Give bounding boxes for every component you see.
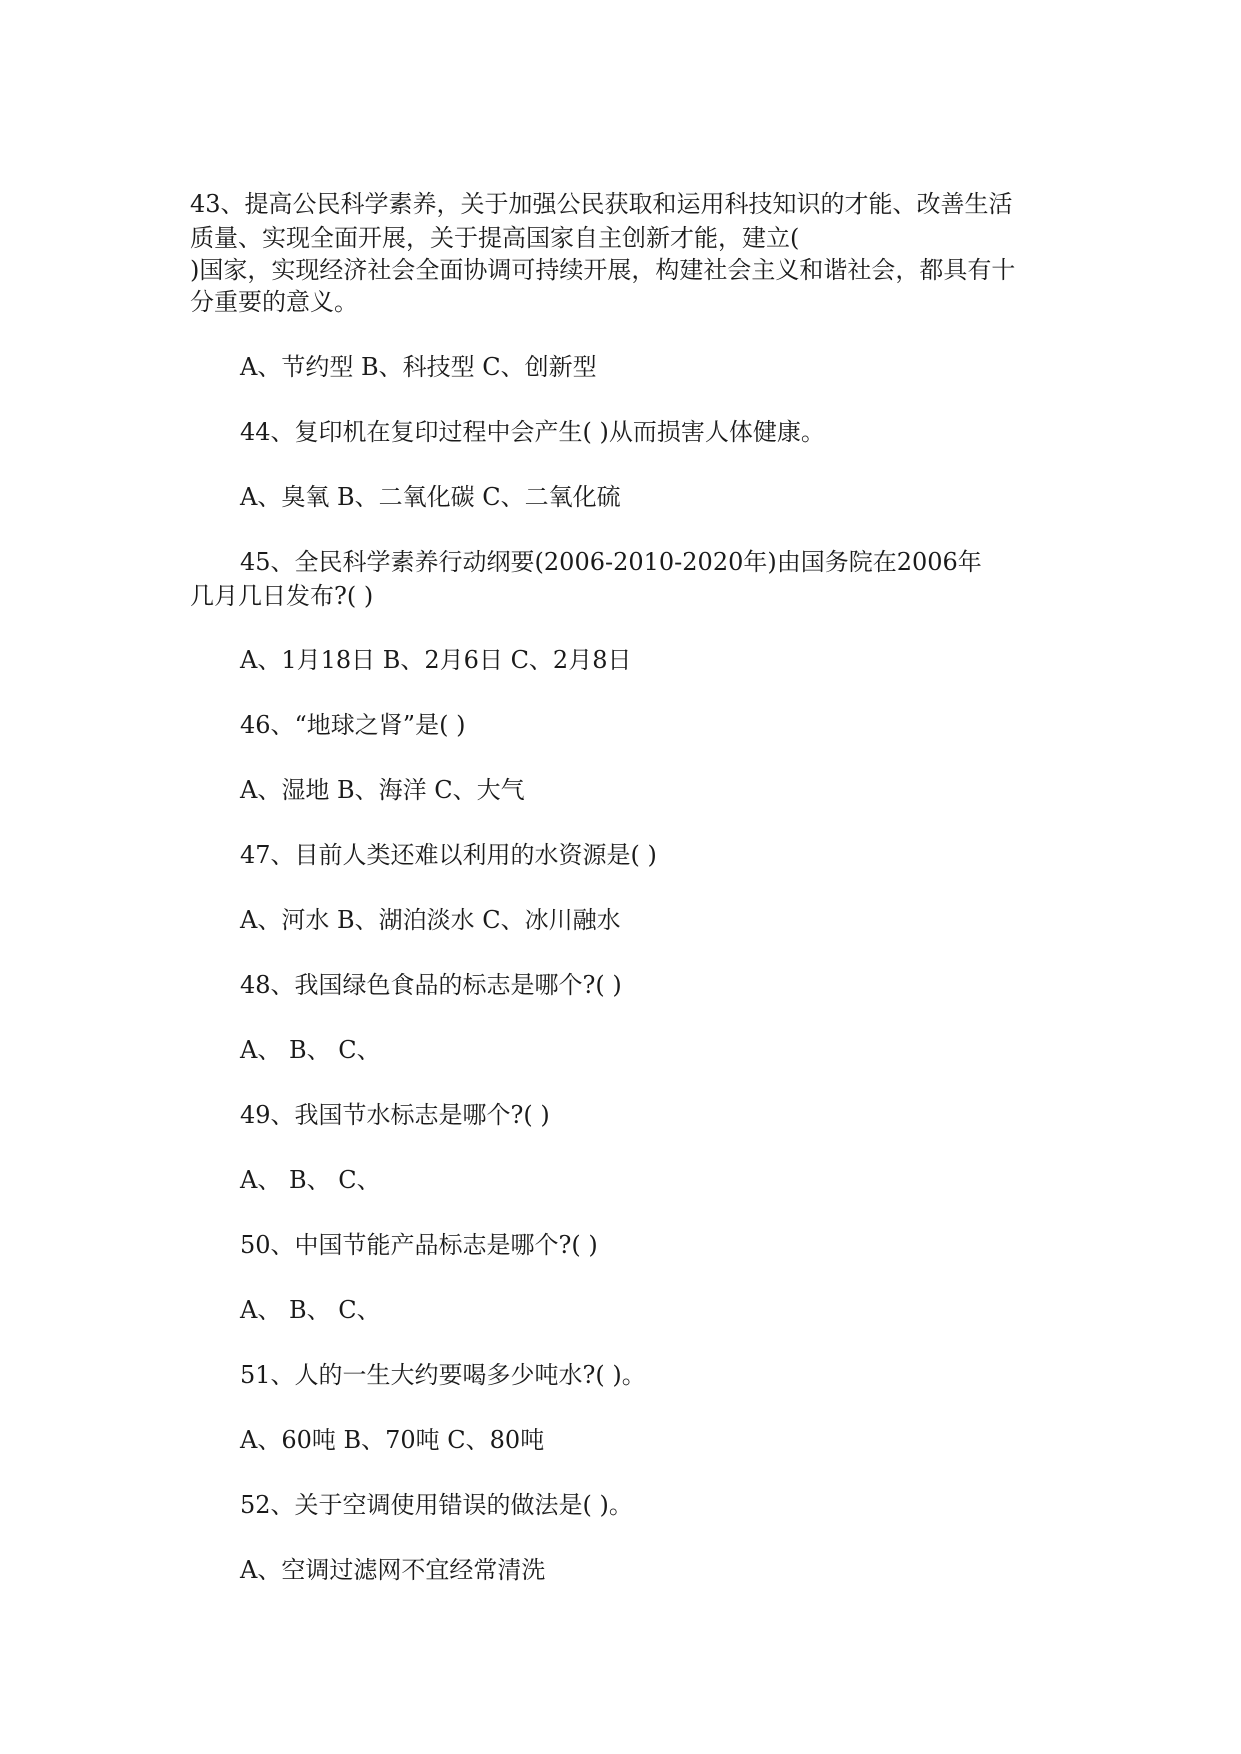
question-43-line-2: 质量、实现全面开展，关于提高国家自主创新才能，建立( (190, 224, 800, 252)
question-52: 52、关于空调使用错误的做法是( )。 (240, 1491, 633, 1519)
question-48: 48、我国绿色食品的标志是哪个?( ) (240, 971, 622, 999)
question-48-options: A、 B、 C、 (240, 1036, 381, 1064)
question-43-line-1: 43、提高公民科学素养，关于加强公民获取和运用科技知识的才能、改善生活 (190, 190, 1013, 218)
question-52-option-a: A、空调过滤网不宜经常清洗 (240, 1556, 546, 1584)
question-45-line-2: 几月几日发布?( ) (190, 582, 374, 610)
question-49: 49、我国节水标志是哪个?( ) (240, 1101, 550, 1129)
question-51-options: A、60吨 B、70吨 C、80吨 (240, 1426, 545, 1454)
question-49-options: A、 B、 C、 (240, 1166, 381, 1194)
question-46-options: A、湿地 B、海洋 C、大气 (240, 776, 525, 804)
question-43-line-4: 分重要的意义。 (190, 288, 358, 316)
question-47: 47、目前人类还难以利用的水资源是( ) (240, 841, 657, 869)
question-45-line-1: 45、全民科学素养行动纲要(2006-2010-2020年)由国务院在2006年 (240, 548, 982, 576)
question-50-options: A、 B、 C、 (240, 1296, 381, 1324)
question-45-options: A、1月18日 B、2月6日 C、2月8日 (240, 646, 632, 674)
question-44: 44、复印机在复印过程中会产生( )从而损害人体健康。 (240, 418, 825, 446)
question-46: 46、“地球之肾”是( ) (240, 711, 466, 739)
question-44-options: A、臭氧 B、二氧化碳 C、二氧化硫 (240, 483, 621, 511)
question-51: 51、人的一生大约要喝多少吨水?( )。 (240, 1361, 646, 1389)
question-50: 50、中国节能产品标志是哪个?( ) (240, 1231, 598, 1259)
question-47-options: A、河水 B、湖泊淡水 C、冰川融水 (240, 906, 621, 934)
question-43-line-3: )国家，实现经济社会全面协调可持续开展，构建社会主义和谐社会，都具有十 (190, 256, 1016, 284)
question-43-options: A、节约型 B、科技型 C、创新型 (240, 353, 597, 381)
